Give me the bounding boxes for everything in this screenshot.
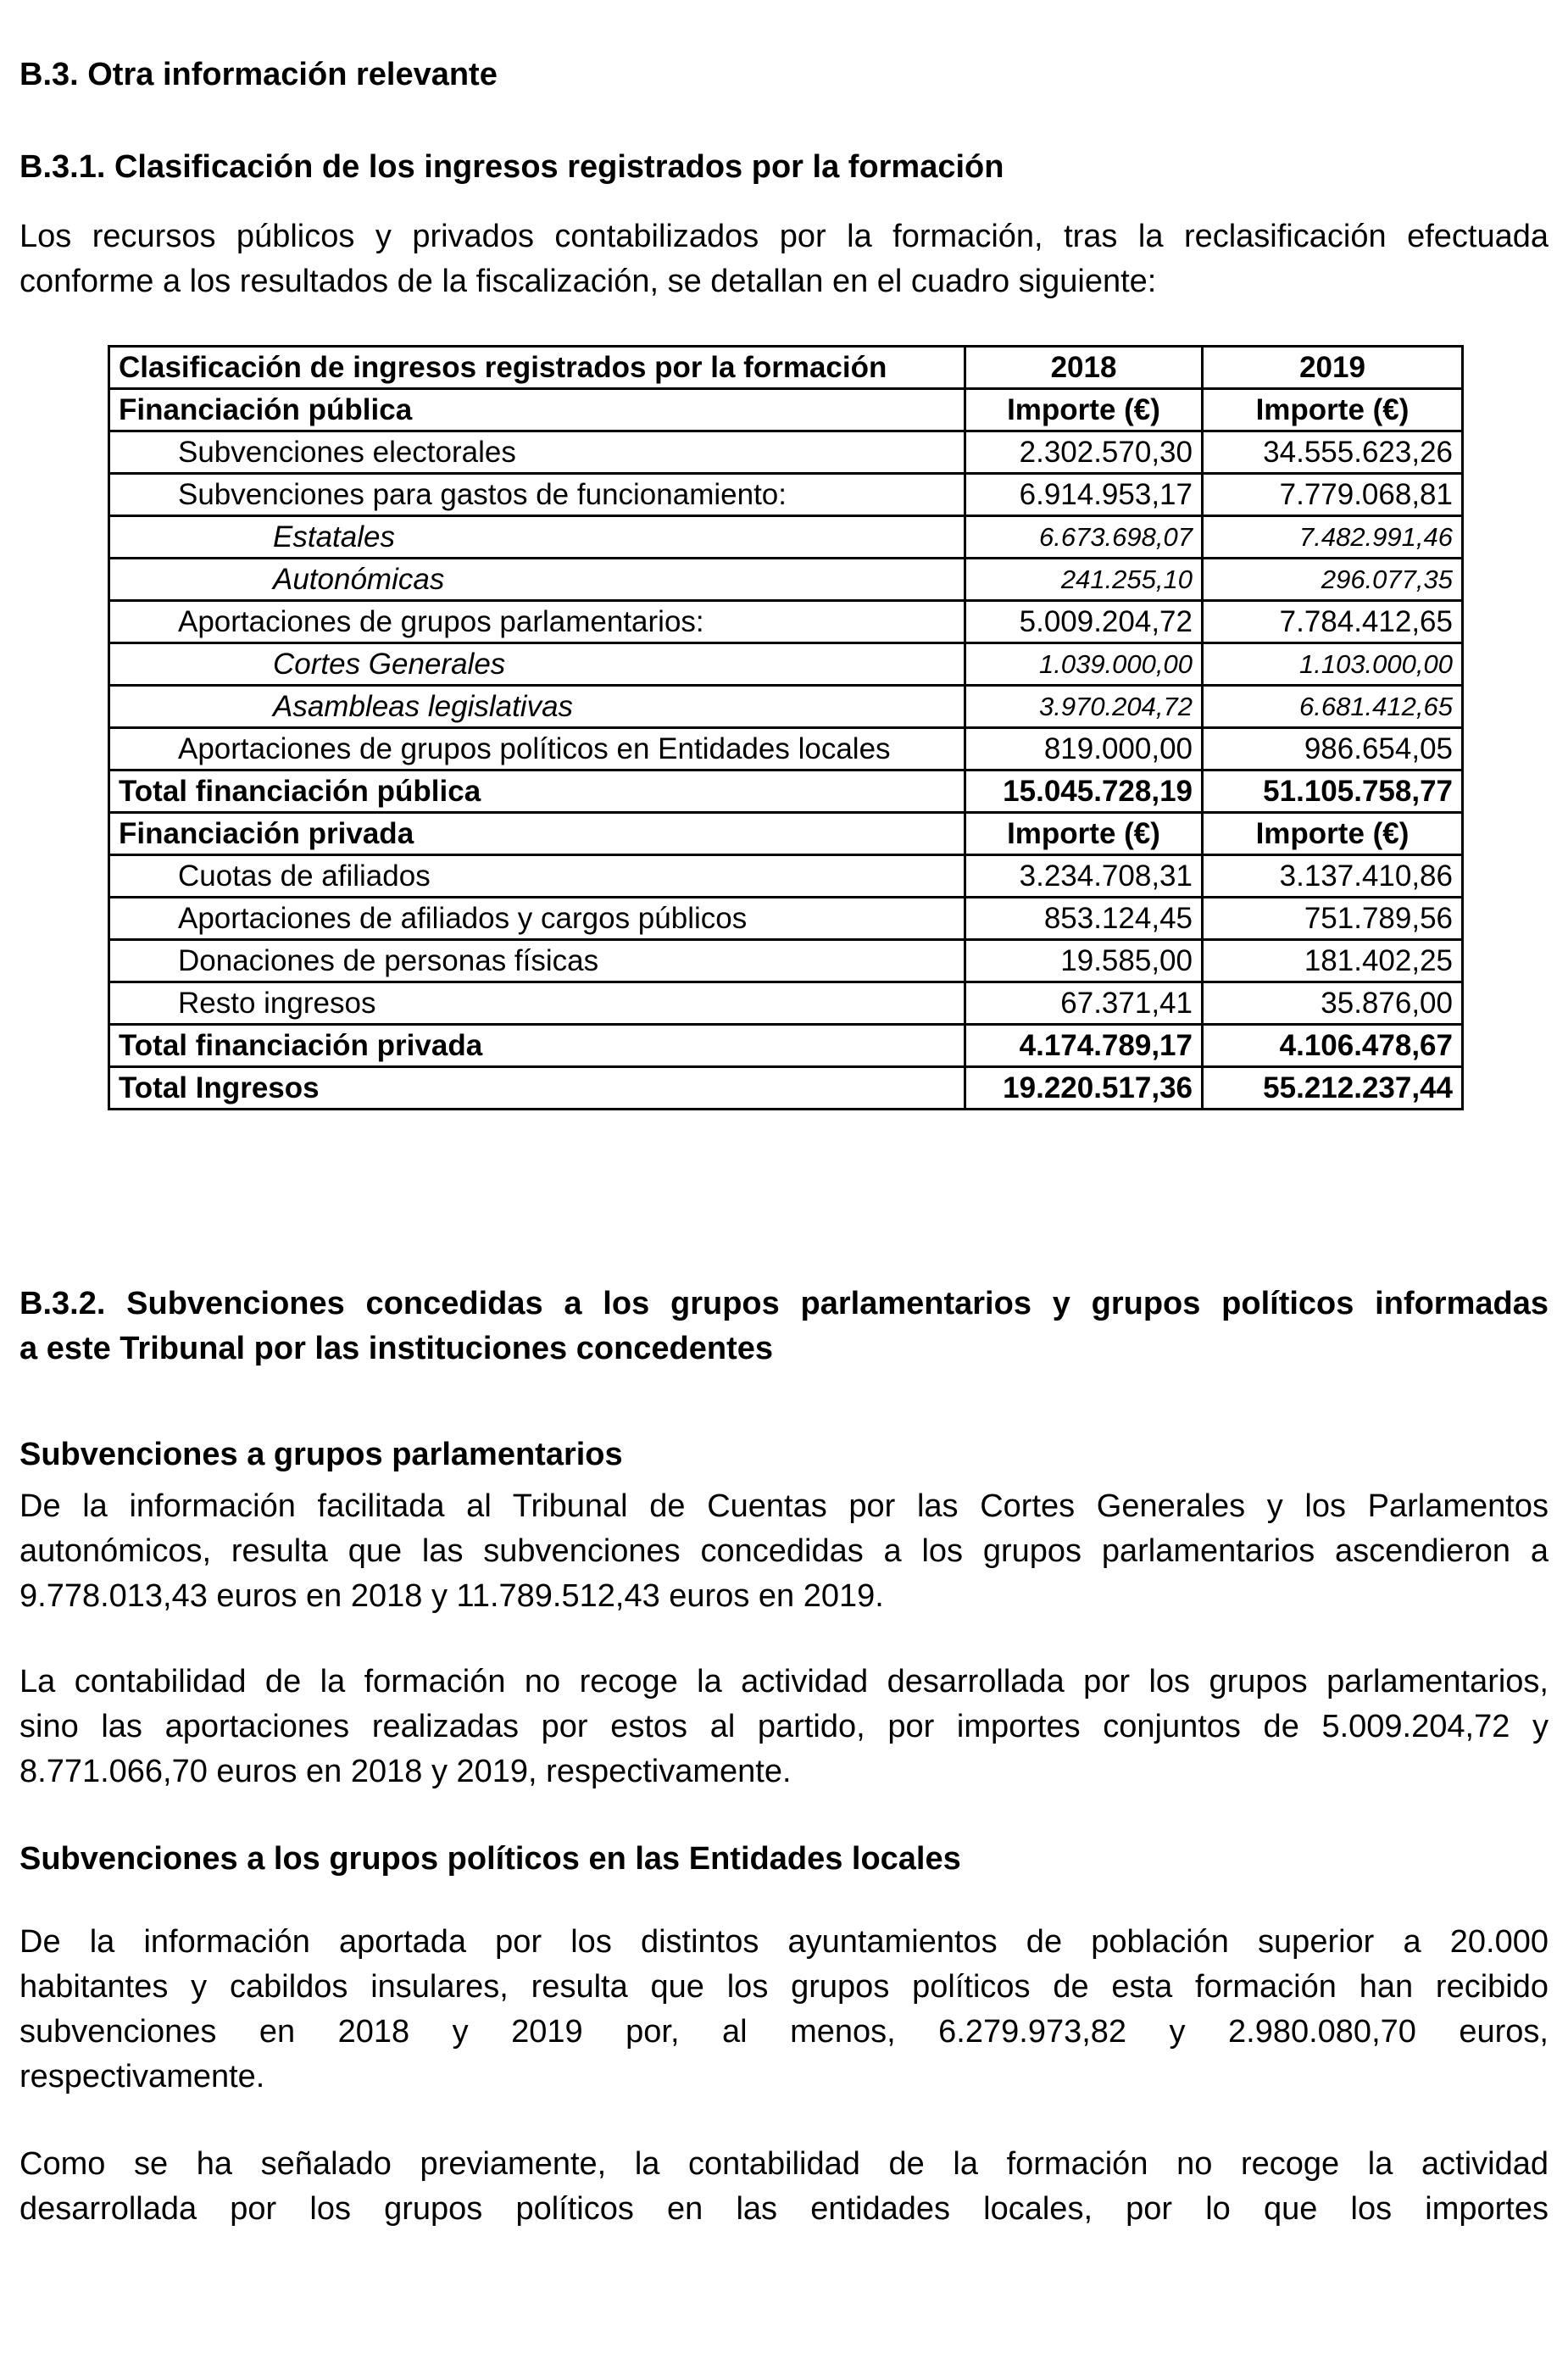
row-value-2018: 5.009.204,72 <box>965 601 1203 643</box>
public-section-label: Financiación pública <box>109 389 965 431</box>
row-value-2019: 751.789,56 <box>1203 898 1463 940</box>
table-row <box>109 940 1463 982</box>
row-value-2019: 3.137.410,86 <box>1203 855 1463 898</box>
table-row <box>109 431 1463 474</box>
row-value-2019: 7.784.412,65 <box>1203 601 1463 643</box>
row-value-2018: 3.234.708,31 <box>965 855 1203 898</box>
table-header-2019: 2019 <box>1203 347 1463 389</box>
subsection-1-heading: B.3.1. Clasificación de los ingresos registrados por la formación <box>19 149 1004 185</box>
row-label: Cortes Generales <box>109 643 965 686</box>
table-header-row <box>109 347 1463 389</box>
row-value-2019: 6.681.412,65 <box>1203 686 1463 728</box>
public-total-label: Total financiación pública <box>109 770 965 813</box>
table-row <box>109 474 1463 516</box>
grand-total-2019: 55.212.237,44 <box>1203 1067 1463 1110</box>
row-value-2018: 67.371,41 <box>965 982 1203 1025</box>
parliamentary-paragraph-1: De la información facilitada al Tribunal de Cuentas por las Cortes Generales y los Parlamentos autonómicos, resulta que las subvenciones concedidas a los grupos parlamentarios ascendieron a 9.778.013,43 euros en 2018 y 11.789.512,43 euros en 2019. <box>19 1488 1549 1614</box>
row-label: Resto ingresos <box>109 982 965 1025</box>
table-header-label: Clasificación de ingresos registrados por la formación <box>109 347 965 389</box>
row-value-2018: 1.039.000,00 <box>965 643 1203 686</box>
row-value-2018: 853.124,45 <box>965 898 1203 940</box>
row-label: Aportaciones de grupos políticos en Entidades locales <box>109 728 965 770</box>
row-label: Subvenciones electorales <box>109 431 965 474</box>
grand-total-row <box>109 1067 1463 1110</box>
row-value-2018: 819.000,00 <box>965 728 1203 770</box>
row-value-2019: 296.077,35 <box>1203 559 1463 601</box>
row-value-2019: 7.482.991,46 <box>1203 516 1463 559</box>
private-total-row <box>109 1025 1463 1067</box>
private-section-label: Financiación privada <box>109 813 965 855</box>
table-row <box>109 728 1463 770</box>
table-header-2018: 2018 <box>965 347 1203 389</box>
private-total-label: Total financiación privada <box>109 1025 965 1067</box>
section-heading: B.3. Otra información relevante <box>19 57 498 92</box>
public-unit-2018: Importe (€) <box>965 389 1203 431</box>
row-label: Autonómicas <box>109 559 965 601</box>
row-label: Asambleas legislativas <box>109 686 965 728</box>
table-row <box>109 601 1463 643</box>
public-total-2019: 51.105.758,77 <box>1203 770 1463 813</box>
private-unit-2018: Importe (€) <box>965 813 1203 855</box>
subsection-2-heading: B.3.2. Subvenciones concedidas a los grupos parlamentarios y grupos políticos informadas a este Tribunal por las instituciones concedentes <box>19 1286 1549 1366</box>
row-label: Donaciones de personas físicas <box>109 940 965 982</box>
row-value-2018: 3.970.204,72 <box>965 686 1203 728</box>
local-paragraph-1: De la información aportada por los distintos ayuntamientos de población superior a 20.000 habitantes y cabildos insulares, resulta que los grupos políticos de esta formación han recibido subvenciones en 2018 y 2019 por, al menos, 6.279.973,82 y 2.980.080,70 euros, respectivamente. <box>19 1924 1549 2094</box>
private-total-2019: 4.106.478,67 <box>1203 1025 1463 1067</box>
grand-total-2018: 19.220.517,36 <box>965 1067 1203 1110</box>
table-row <box>109 898 1463 940</box>
table-row <box>109 643 1463 686</box>
table-row <box>109 559 1463 601</box>
public-unit-2019: Importe (€) <box>1203 389 1463 431</box>
grand-total-label: Total Ingresos <box>109 1067 965 1110</box>
row-value-2018: 6.673.698,07 <box>965 516 1203 559</box>
row-label: Aportaciones de afiliados y cargos públicos <box>109 898 965 940</box>
income-classification-table <box>108 345 1464 1110</box>
row-value-2018: 241.255,10 <box>965 559 1203 601</box>
local-paragraph-2: Como se ha señalado previamente, la contabilidad de la formación no recoge la actividad desarrollada por los grupos políticos en las entidades locales, por lo que los importes <box>19 2146 1549 2227</box>
row-value-2019: 181.402,25 <box>1203 940 1463 982</box>
private-unit-2019: Importe (€) <box>1203 813 1463 855</box>
row-value-2018: 19.585,00 <box>965 940 1203 982</box>
parliamentary-paragraph-2: La contabilidad de la formación no recoge la actividad desarrollada por los grupos parlamentarios, sino las aportaciones realizadas por estos al partido, por importes conjuntos de 5.009.204,72 y 8.771.066,70 euros en 2018 y 2019, respectivamente. <box>19 1664 1549 1789</box>
table-row <box>109 516 1463 559</box>
row-value-2019: 986.654,05 <box>1203 728 1463 770</box>
public-total-2018: 15.045.728,19 <box>965 770 1203 813</box>
row-label: Aportaciones de grupos parlamentarios: <box>109 601 965 643</box>
row-value-2019: 35.876,00 <box>1203 982 1463 1025</box>
public-section-row <box>109 389 1463 431</box>
table-row <box>109 855 1463 898</box>
row-value-2019: 1.103.000,00 <box>1203 643 1463 686</box>
row-value-2019: 7.779.068,81 <box>1203 474 1463 516</box>
row-value-2018: 2.302.570,30 <box>965 431 1203 474</box>
row-label: Subvenciones para gastos de funcionamiento: <box>109 474 965 516</box>
row-label: Estatales <box>109 516 965 559</box>
row-label: Cuotas de afiliados <box>109 855 965 898</box>
table-row <box>109 982 1463 1025</box>
private-section-row <box>109 813 1463 855</box>
parliamentary-groups-heading: Subvenciones a grupos parlamentarios <box>19 1437 623 1472</box>
subsection-1-intro: Los recursos públicos y privados contabilizados por la formación, tras la reclasificación efectuada conforme a los resultados de la fiscalización, se detallan en el cuadro siguiente: <box>19 219 1549 299</box>
row-value-2019: 34.555.623,26 <box>1203 431 1463 474</box>
local-groups-heading: Subvenciones a los grupos políticos en las Entidades locales <box>19 1841 961 1877</box>
row-value-2018: 6.914.953,17 <box>965 474 1203 516</box>
private-total-2018: 4.174.789,17 <box>965 1025 1203 1067</box>
public-total-row <box>109 770 1463 813</box>
table-row <box>109 686 1463 728</box>
